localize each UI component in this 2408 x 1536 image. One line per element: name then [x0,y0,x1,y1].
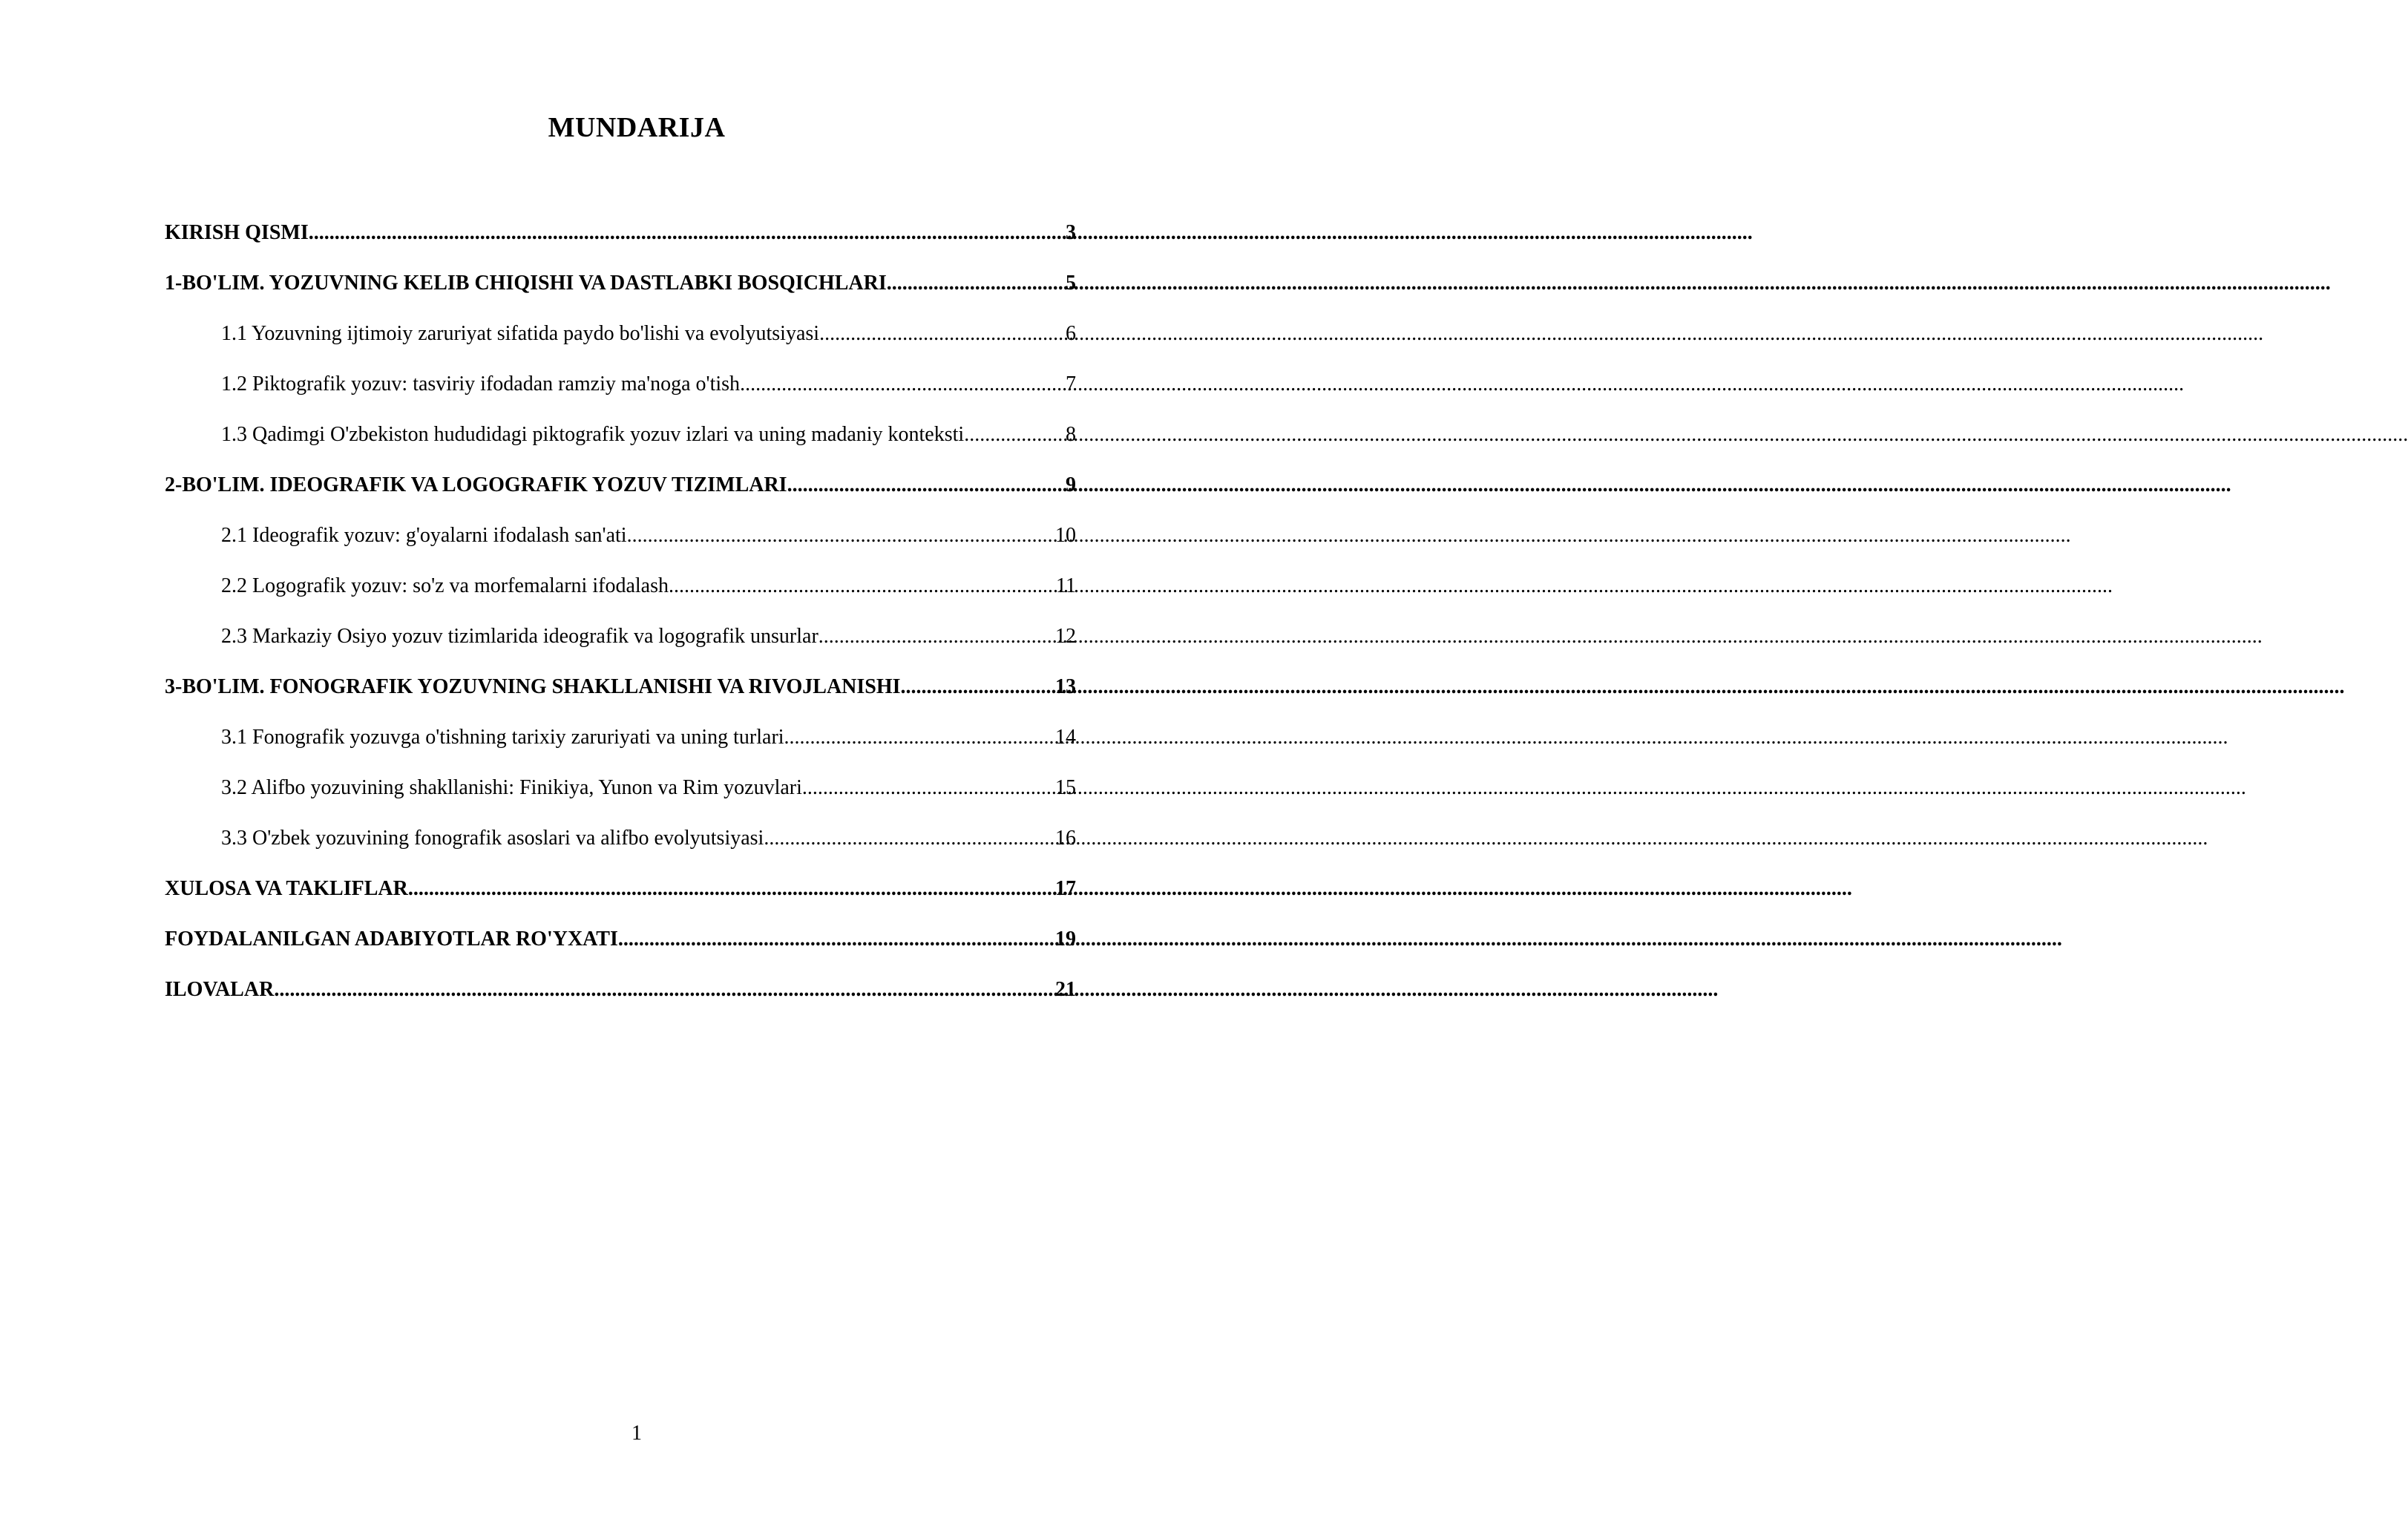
toc-entry-page: 21 [1055,978,1076,1001]
toc-entry-page: 14 [1055,726,1076,749]
toc-entry-page: 6 [1066,322,1076,345]
toc-entry-label: 3.3 O'zbek yozuvining fonografik asoslari va alifbo evolyutsiyasi [221,827,764,850]
toc-entry-section-3-3[interactable] [165,821,1076,871]
toc-entry-section-2-1[interactable] [165,518,1076,568]
toc-entry-label: 1.1 Yozuvning ijtimoiy zaruriyat sifatida paydo bo'lishi va evolyutsiyasi [221,322,820,345]
toc-entry-label: 2.1 Ideografik yozuv: g'oyalarni ifodalash san'ati [221,524,627,547]
toc-entry-conclusion[interactable] [165,871,1076,922]
toc-entry-introduction[interactable] [165,215,1076,266]
toc-entry-chapter-3[interactable] [165,669,1076,720]
toc-entry-section-1-2[interactable] [165,367,1076,417]
toc-leader-dots [309,215,1064,251]
toc-entry-label: ILOVALAR [165,978,275,1001]
toc-entry-references[interactable] [165,922,1076,972]
toc-entry-page: 8 [1066,423,1076,446]
toc-entry-section-3-2[interactable] [165,770,1076,821]
toc-entry-page: 13 [1055,675,1076,698]
toc-leader-dots [787,467,1064,503]
toc-entry-label: 1-BO'LIM. YOZUVNING KELIB CHIQISHI VA DASTLABKI BOSQICHLARI [165,272,887,295]
table-of-contents [165,215,1076,1023]
toc-entry-label: 3.1 Fonografik yozuvga o'tishning tarixiy zaruriyati va uning turlari [221,726,784,749]
toc-entry-page: 16 [1055,827,1076,850]
toc-entry-label: 1.2 Piktografik yozuv: tasviriy ifodadan ramziy ma'noga o'tish [221,372,741,396]
page-title: MUNDARIJA [548,112,726,143]
toc-entry-label: 1.3 Qadimgi O'zbekiston hududidagi piktografik yozuv izlari va uning madaniy konteksti [221,423,965,446]
toc-leader-dots [964,417,1064,453]
toc-entry-label: 2.2 Logografik yozuv: so'z va morfemalarni ifodalash [221,574,669,597]
toc-leader-dots [887,266,1064,301]
page-number: 1 [631,1422,642,1445]
toc-entry-section-2-2[interactable] [165,568,1076,619]
toc-leader-dots [802,770,1054,806]
toc-entry-page: 9 [1066,473,1076,496]
toc-entry-label: 2-BO'LIM. IDEOGRAFIK VA LOGOGRAFIK YOZUV TIZIMLARI [165,473,787,496]
toc-entry-chapter-2[interactable] [165,467,1076,518]
toc-entry-section-1-1[interactable] [165,316,1076,367]
toc-entry-page: 11 [1056,574,1076,597]
toc-entry-label: XULOSA VA TAKLIFLAR [165,877,408,900]
toc-entry-page: 15 [1055,776,1076,799]
toc-entry-section-1-3[interactable] [165,417,1076,467]
toc-entry-page: 10 [1055,524,1076,547]
toc-entry-label: FOYDALANILGAN ADABIYOTLAR RO'YXATI [165,928,618,951]
toc-entry-label: 3-BO'LIM. FONOGRAFIK YOZUVNING SHAKLLANISHI VA RIVOJLANISHI [165,675,901,698]
toc-entry-page: 5 [1066,272,1076,295]
toc-leader-dots [764,821,1054,856]
toc-entry-page: 3 [1066,221,1076,244]
toc-leader-dots [669,568,1054,604]
toc-leader-dots [618,922,1054,957]
toc-entry-label: KIRISH QISMI [165,221,309,244]
toc-entry-page: 17 [1055,877,1076,900]
toc-entry-page: 12 [1055,625,1076,648]
toc-entry-label: 2.3 Markaziy Osiyo yozuv tizimlarida ideografik va logografik unsurlar [221,625,818,648]
toc-leader-dots [818,619,1054,654]
toc-leader-dots [901,669,1054,705]
toc-leader-dots [740,367,1064,402]
toc-leader-dots [627,518,1054,554]
toc-entry-page: 7 [1066,372,1076,396]
toc-entry-page: 19 [1055,928,1076,951]
toc-leader-dots [784,720,1054,755]
toc-entry-label: 3.2 Alifbo yozuvining shakllanishi: Finikiya, Yunon va Rim yozuvlari [221,776,802,799]
toc-leader-dots [274,972,1054,1008]
toc-entry-section-3-1[interactable] [165,720,1076,770]
toc-entry-section-2-3[interactable] [165,619,1076,669]
toc-entry-chapter-1[interactable] [165,266,1076,316]
document-page [0,0,1187,1536]
toc-leader-dots [819,316,1064,352]
toc-entry-appendices[interactable] [165,972,1076,1023]
toc-leader-dots [408,871,1054,907]
